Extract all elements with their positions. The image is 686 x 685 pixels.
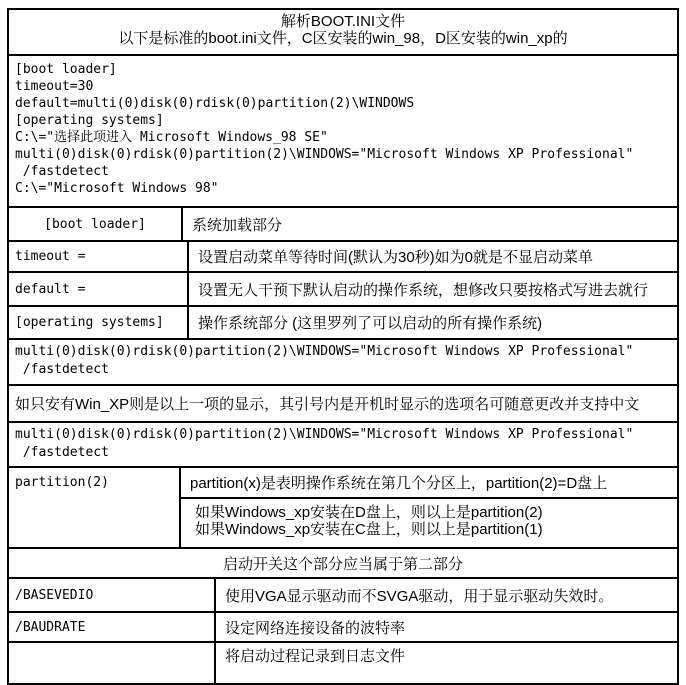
desc-cell: 系统加载部分 bbox=[192, 216, 283, 234]
term-cell: timeout = bbox=[9, 242, 189, 271]
table-row-baudrate bbox=[9, 611, 677, 641]
term-cell bbox=[9, 643, 216, 683]
page-title: 解析BOOT.INI文件 bbox=[280, 13, 406, 30]
desc-cell: partition(x)是表明操作系统在第几个分区上，partition(2)=D盘上 bbox=[190, 474, 608, 492]
xp-note-row bbox=[9, 384, 677, 421]
note-text: 如只安有Win_XP则是以上一项的显示，其引号内是开机时显示的选项名可随意更改并支持中文 bbox=[15, 396, 640, 413]
table-row-basevedio bbox=[9, 577, 677, 611]
desc-cell: 设定网络连接设备的波特率 bbox=[225, 619, 406, 637]
partition-right-column bbox=[181, 468, 677, 547]
term-cell: /BAUDRATE bbox=[9, 613, 216, 641]
table-row-default bbox=[9, 271, 677, 305]
code-line: /fastdetect bbox=[15, 445, 109, 460]
partition-note-cell bbox=[181, 497, 677, 547]
term-cell: /BASEVEDIO bbox=[9, 579, 216, 611]
xp-entry-row bbox=[9, 338, 677, 384]
code-line: C:\="Microsoft Windows 98" bbox=[15, 181, 219, 196]
desc-cell: 操作系统部分 (这里罗列了可以启动的所有操作系统) bbox=[198, 315, 543, 332]
table-row-partial bbox=[9, 641, 677, 683]
switch-section-heading-row bbox=[9, 547, 677, 577]
table-row-timeout bbox=[9, 240, 677, 271]
table-row-operating-systems bbox=[9, 305, 677, 338]
partition-note-line: 如果Windows_xp安装在C盘上，则以上是partition(1) bbox=[195, 520, 543, 538]
table-header-row bbox=[9, 10, 677, 54]
boot-ini-sample-block bbox=[9, 54, 677, 206]
term-cell: [boot loader] bbox=[9, 208, 183, 240]
desc-cell: 将启动过程记录到日志文件 bbox=[225, 648, 406, 665]
code-line: [operating systems] bbox=[15, 113, 164, 128]
code-line: multi(0)disk(0)rdisk(0)partition(2)\WINDOWS="Microsoft Windows XP Professional" bbox=[15, 427, 634, 442]
desc-cell: 设置无人干预下默认启动的操作系统，想修改只要按格式写进去就行 bbox=[198, 281, 649, 299]
code-line: /fastdetect bbox=[15, 362, 109, 377]
code-line: multi(0)disk(0)rdisk(0)partition(2)\WINDOWS="Microsoft Windows XP Professional" bbox=[15, 344, 634, 359]
partition-note-line: 如果Windows_xp安装在D盘上，则以上是partition(2) bbox=[195, 503, 543, 521]
table-row-partition bbox=[9, 466, 677, 547]
desc-cell: 设置启动菜单等待时间(默认为30秒)如为0就是不显启动菜单 bbox=[198, 249, 594, 266]
term-cell: [operating systems] bbox=[9, 307, 189, 338]
page-subtitle: 以下是标准的boot.ini文件，C区安装的win_98，D区安装的win_xp的 bbox=[118, 30, 568, 47]
table-row-boot-loader bbox=[9, 206, 677, 240]
code-line: /fastdetect bbox=[15, 164, 109, 179]
code-line: timeout=30 bbox=[15, 79, 94, 94]
desc-cell: 使用VGA显示驱动而不SVGA驱动，用于显示驱动失效时。 bbox=[225, 587, 614, 605]
section-heading: 启动开关这个部分应当属于第二部分 bbox=[222, 555, 463, 573]
code-line: [boot loader] bbox=[15, 62, 117, 77]
term-cell: default = bbox=[9, 273, 189, 305]
xp-entry-row bbox=[9, 421, 677, 466]
code-line: multi(0)disk(0)rdisk(0)partition(2)\WINDOWS="Microsoft Windows XP Professional" bbox=[15, 147, 634, 162]
code-line: C:\="选择此项进入 Microsoft Windows_98 SE" bbox=[15, 130, 328, 145]
code-line: default=multi(0)disk(0)rdisk(0)partition(2)\WINDOWS bbox=[15, 96, 415, 111]
boot-ini-table bbox=[7, 8, 679, 685]
term-cell: partition(2) bbox=[9, 468, 181, 547]
